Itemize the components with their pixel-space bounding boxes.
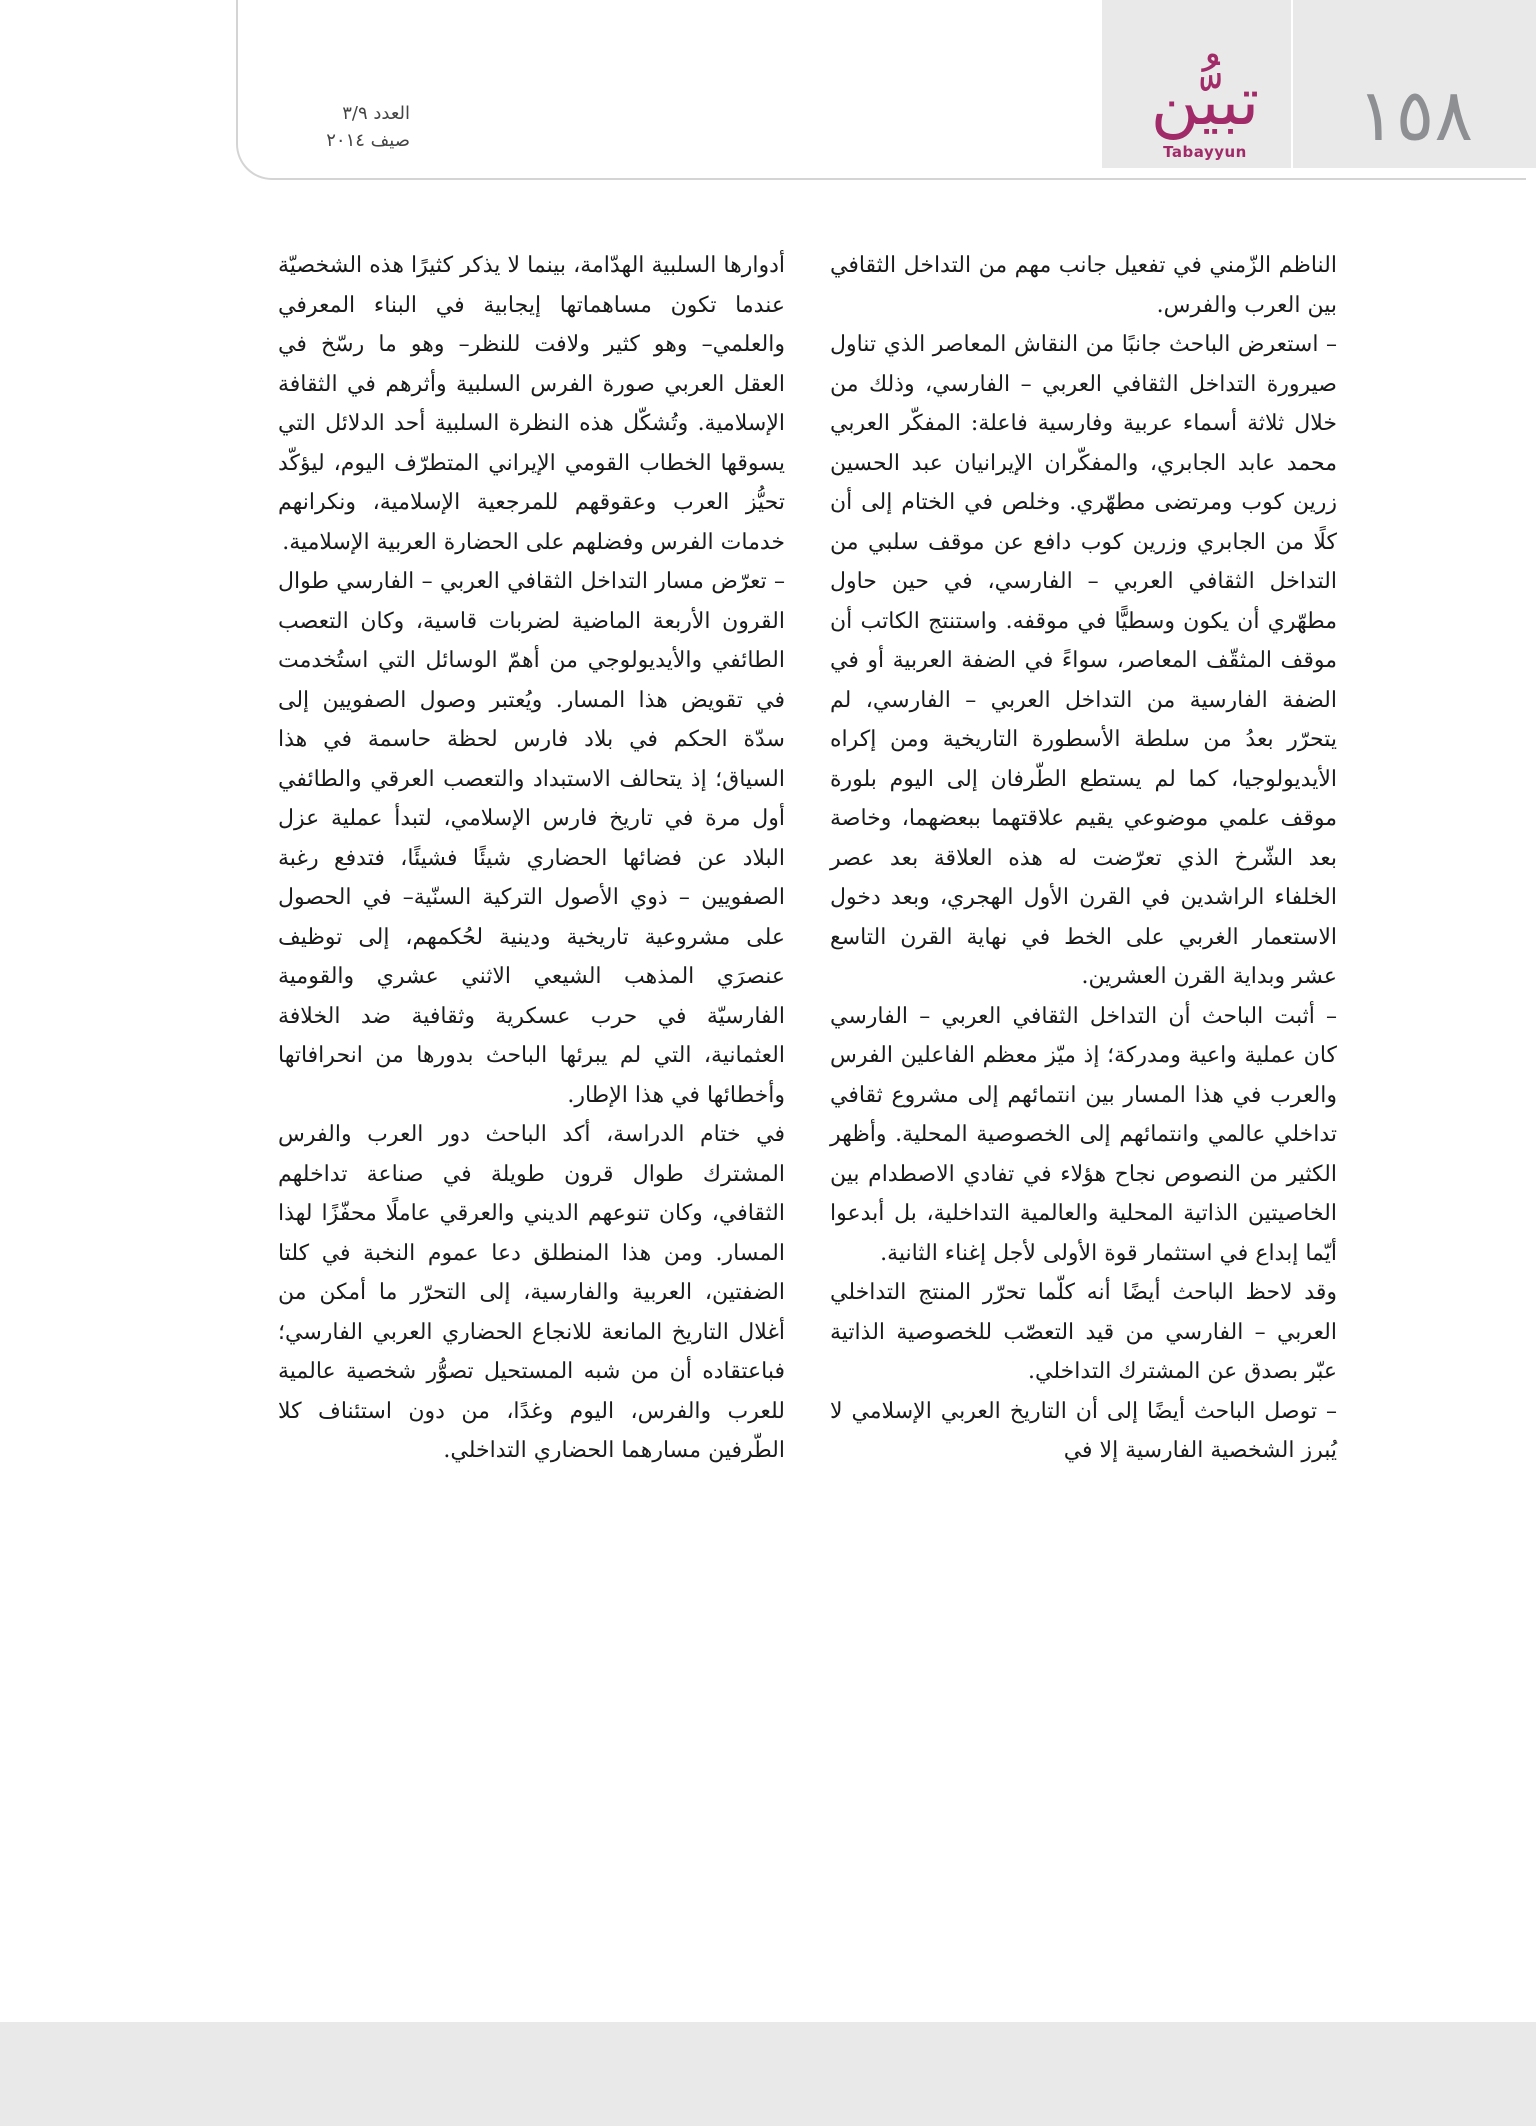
issue-season: صيف ٢٠١٤ — [326, 130, 410, 151]
journal-logo: تبيُّن — [1150, 63, 1260, 140]
page-number: ١٥٨ — [1356, 73, 1473, 157]
paragraph: – توصل الباحث أيضًا إلى أن التاريخ العربي الإسلامي لا يُبرز الشخصية الفارسية إلا في — [830, 1398, 1337, 1463]
paragraph: في ختام الدراسة، أكد الباحث دور العرب والفرس المشترك طوال قرون طويلة في صناعة تداخلهم الثقافي، وكان تنوعهم الديني والعرقي عاملًا محفّزًا لهذا المسار. ومن هذا المنطلق دعا عموم النخبة في كلتا الضفتين، العربية والفارسية، إلى التحرّر ما أمكن من أغلال التاريخ المانعة للانجاع الحضاري العربي الفارسي؛ فباعتقاده أن من شبه المستحيل تصوُّر شخصية عالمية للعرب والفرس، اليوم وغدًا، من دون استئناف كلا الطّرفين مسارهما الحضاري التداخلي. — [278, 1122, 785, 1463]
paragraph: – أثبت الباحث أن التداخل الثقافي العربي – الفارسي كان عملية واعية ومدركة؛ إذ ميّز معظم الفاعلين الفرس والعرب في هذا المسار بين انتمائهم إلى مشروع ثقافي تداخلي عالمي وانتمائهم إلى الخصوصية المحلية. وأظهر الكثير من النصوص نجاح هؤلاء في تفادي الاصطدام بين الخاصيتين الذاتية المحلية والعالمية التداخلية، بل أبدعوا أيّما إبداع في استثمار قوة الأولى لأجل إغناء الثانية. — [830, 1003, 1337, 1266]
paragraph: أدوارها السلبية الهدّامة، بينما لا يذكر كثيرًا هذه الشخصيّة عندما تكون مساهماتها إيجابية في البناء المعرفي والعلمي– وهو كثير ولافت للنظر– وهو ما رسّخ في العقل العربي صورة الفرس السلبية وأثرهم في الثقافة الإسلامية. وتُشكّل هذه النظرة السلبية أحد الدلائل التي يسوقها الخطاب القومي الإيراني المتطرّف اليوم، ليؤكّد تحيُّز العرب وعقوقهم للمرجعية الإسلامية، ونكرانهم خدمات الفرس وفضلهم على الحضارة العربية الإسلامية. — [278, 253, 785, 555]
paragraph: – تعرّض مسار التداخل الثقافي العربي – الفارسي طوال القرون الأربعة الماضية لضربات قاسية، وكان التعصب الطائفي والأيديولوجي من أهمّ الوسائل التي استُخدمت في تقويض هذا المسار. ويُعتبر وصول الصفويين إلى سدّة الحكم في بلاد فارس لحظة حاسمة في هذا السياق؛ إذ يتحالف الاستبداد والتعصب العرقي والطائفي أول مرة في تاريخ فارس الإسلامي، لتبدأ عملية عزل البلاد عن فضائها الحضاري شيئًا فشيئًا، فتدفع رغبة الصفويين – ذوي الأصول التركية السنّية– في الحصول على مشروعية تاريخية ودينية لحُكمهم، إلى توظيف عنصرَي المذهب الشيعي الاثني عشري والقومية الفارسيّة في حرب عسكرية وثقافية ضد الخلافة العثمانية، التي لم يبرئها الباحث بدورها من انحرافاتها وأخطائها في هذا الإطار. — [278, 569, 785, 1108]
paragraph: – استعرض الباحث جانبًا من النقاش المعاصر الذي تناول صيرورة التداخل الثقافي العربي – الفارسي، وذلك من خلال ثلاثة أسماء عربية وفارسية فاعلة: المفكّر العربي محمد عابد الجابري، والمفكّران الإيرانيان عبد الحسين زرين كوب ومرتضى مطهّري. وخلص في الختام إلى أن كلًا من الجابري وزرين كوب دافع عن موقف سلبي من التداخل الثقافي العربي – الفارسي، في حين حاول مطهّري أن يكون وسطيًّا في موقفه. واستنتج الكاتب أن موقف المثقّف المعاصر، سواءً في الضفة العربية أو في الضفة الفارسية من التداخل العربي – الفارسي، لم يتحرّر بعدُ من سلطة الأسطورة التاريخية ومن إكراه الأيديولوجيا، كما لم يستطع الطّرفان إلى اليوم بلورة موقف علمي موضوعي يقيم علاقتهما ببعضهما، وخاصة بعد الشّرخ الذي تعرّضت له هذه العلاقة بعد عصر الخلفاء الراشدين في القرن الأول الهجري، وبعد دخول الاستعمار الغربي على الخط في نهاية القرن التاسع عشر وبداية القرن العشرين. — [830, 332, 1337, 989]
issue-number: العدد ٣/٩ — [342, 103, 410, 124]
footer-band — [0, 2022, 1536, 2126]
text-column-left — [278, 246, 785, 1471]
text-column-right — [830, 246, 1337, 1471]
paragraph: الناظم الزّمني في تفعيل جانب مهم من التداخل الثقافي بين العرب والفرس. — [830, 253, 1337, 318]
header-divider — [1291, 0, 1293, 168]
paragraph: وقد لاحظ الباحث أيضًا أنه كلّما تحرّر المنتج التداخلي العربي – الفارسي من قيد التعصّب للخصوصية الذاتية عبّر بصدق عن المشترك التداخلي. — [830, 1280, 1337, 1384]
journal-logo-latin: Tabayyun — [1163, 143, 1247, 161]
issue-info — [270, 100, 410, 154]
